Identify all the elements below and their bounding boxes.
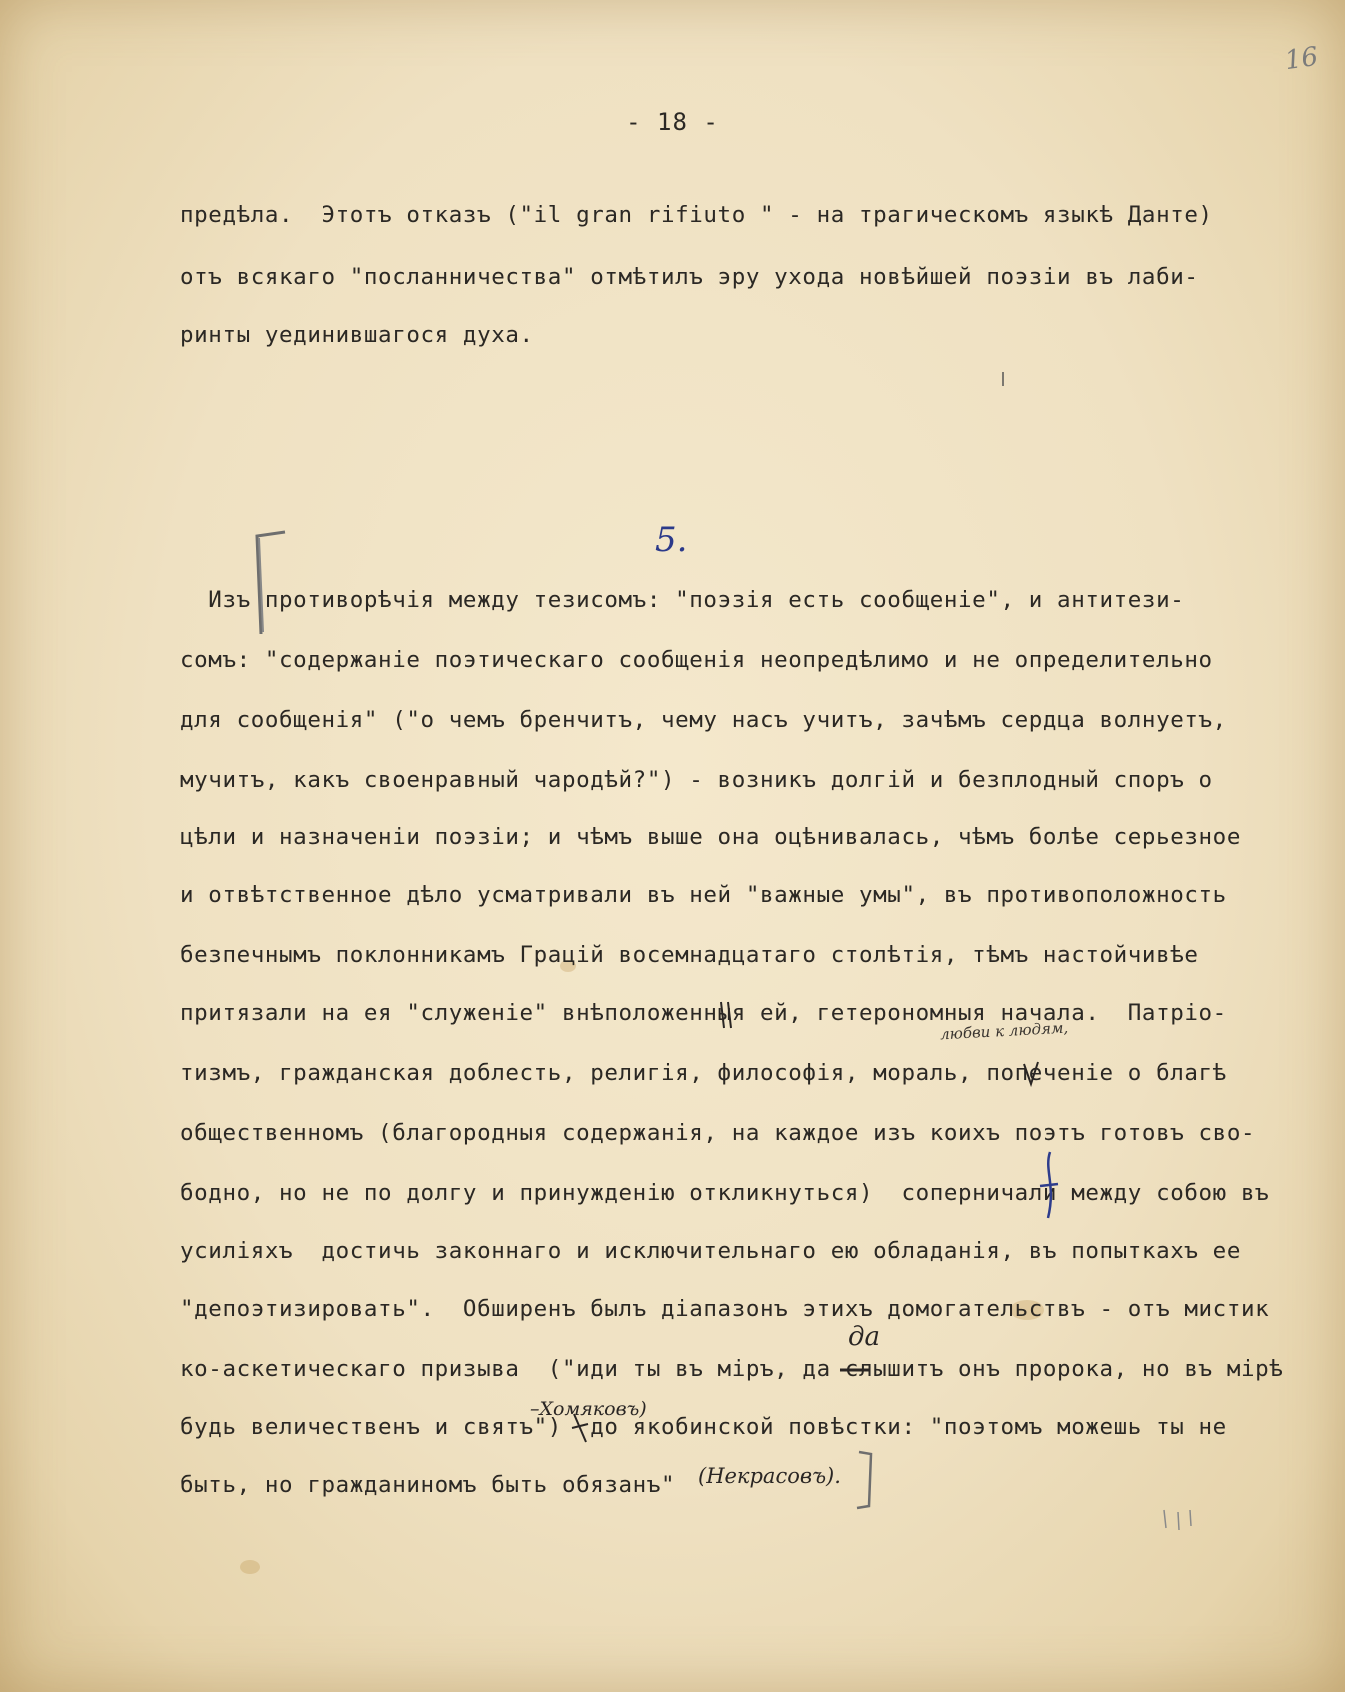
section-number: 5. — [655, 520, 688, 560]
text-line: Изъ противорѣчiя между тезисомъ: "поэзiя есть сообщенiе", и антитези- — [180, 587, 1185, 613]
handwritten-author-nekrasov: (Некрасовъ). — [698, 1464, 841, 1488]
text-line: тизмъ, гражданская доблесть, религiя, философiя, мораль, попеченiе о благѣ — [180, 1060, 1227, 1086]
text-line: и отвѣтственное дѣло усматривали въ ней "важные умы", въ противоположность — [180, 882, 1227, 908]
text-line: сомъ: "содержанiе поэтическаго сообщенiя неопредѣлимо и не определительно — [180, 647, 1213, 673]
text-line: бодно, но не по долгу и принужденiю откликнуться) соперничали между собою въ — [180, 1180, 1270, 1206]
text-line: "депоэтизировать". Обширенъ былъ дiапазонъ этихъ домогательствъ - отъ мистик — [180, 1296, 1270, 1322]
text-line: усилiяхъ достичь законнаго и исключительнаго ею обладанiя, въ попыткахъ ее — [180, 1238, 1241, 1264]
pencil-scratch-marks — [1160, 1508, 1200, 1532]
text-line: для сообщенiя" ("о чемъ бренчитъ, чему насъ учитъ, зачѣмъ сердца волнуетъ, — [180, 707, 1227, 733]
text-line: общественномъ (благородныя содержанiя, на каждое изъ коихъ поэтъ готовъ сво- — [180, 1120, 1256, 1146]
archive-folio-number: 16 — [1283, 41, 1321, 77]
pencil-tick-mark — [1001, 372, 1005, 386]
text-line: быть, но гражданиномъ быть обязанъ" — [180, 1472, 676, 1498]
text-line: будь величественъ и святъ") до якобинской повѣстки: "поэтомъ можешь ты не — [180, 1414, 1227, 1440]
text-line: отъ всякаго "посланничества" отмѣтилъ эру ухода новѣйшей поэзiи въ лаби- — [180, 264, 1199, 290]
text-line: притязали на ея "служенiе" внѣположенныя ей, гетерономныя начала. Патрiо- — [180, 1000, 1227, 1026]
insertion-caret-mark — [1022, 1060, 1040, 1088]
text-line: ко-аскетическаго призыва ("иди ты въ мiръ, да слышитъ онъ пророка, но въ мiрѣ — [180, 1356, 1284, 1382]
paper-stain — [240, 1560, 260, 1574]
strikethrough-mark — [838, 1362, 872, 1378]
text-line: безпечнымъ поклонникамъ Грацiй восемнадцатаго столѣтiя, тѣмъ настойчивѣе — [180, 942, 1199, 968]
handwritten-word-da: да — [848, 1322, 880, 1352]
text-line: цѣли и назначенiи поэзiи; и чѣмъ выше она оцѣнивалась, чѣмъ болѣе серьезное — [180, 824, 1241, 850]
blue-ink-division-mark — [1036, 1150, 1062, 1220]
double-stroke-correction-mark — [717, 1000, 735, 1030]
handwritten-author-khomyakov: –Хомяковъ) — [530, 1398, 647, 1420]
text-line: предѣла. Этотъ отказъ ("il gran rifiuto " - на трагическомъ языкѣ Данте) — [180, 202, 1213, 228]
insertion-stroke-mark — [568, 1410, 592, 1446]
handwritten-marginal-insert: любви к людям, — [939, 1018, 1069, 1044]
text-line: мучитъ, какъ своенравный чародѣй?") - возникъ долгiй и безплодный споръ о — [180, 767, 1213, 793]
text-line: ринты уединившагося духа. — [180, 322, 534, 348]
pencil-bracket-close — [855, 1450, 877, 1510]
page-number: - 18 - — [626, 108, 719, 136]
